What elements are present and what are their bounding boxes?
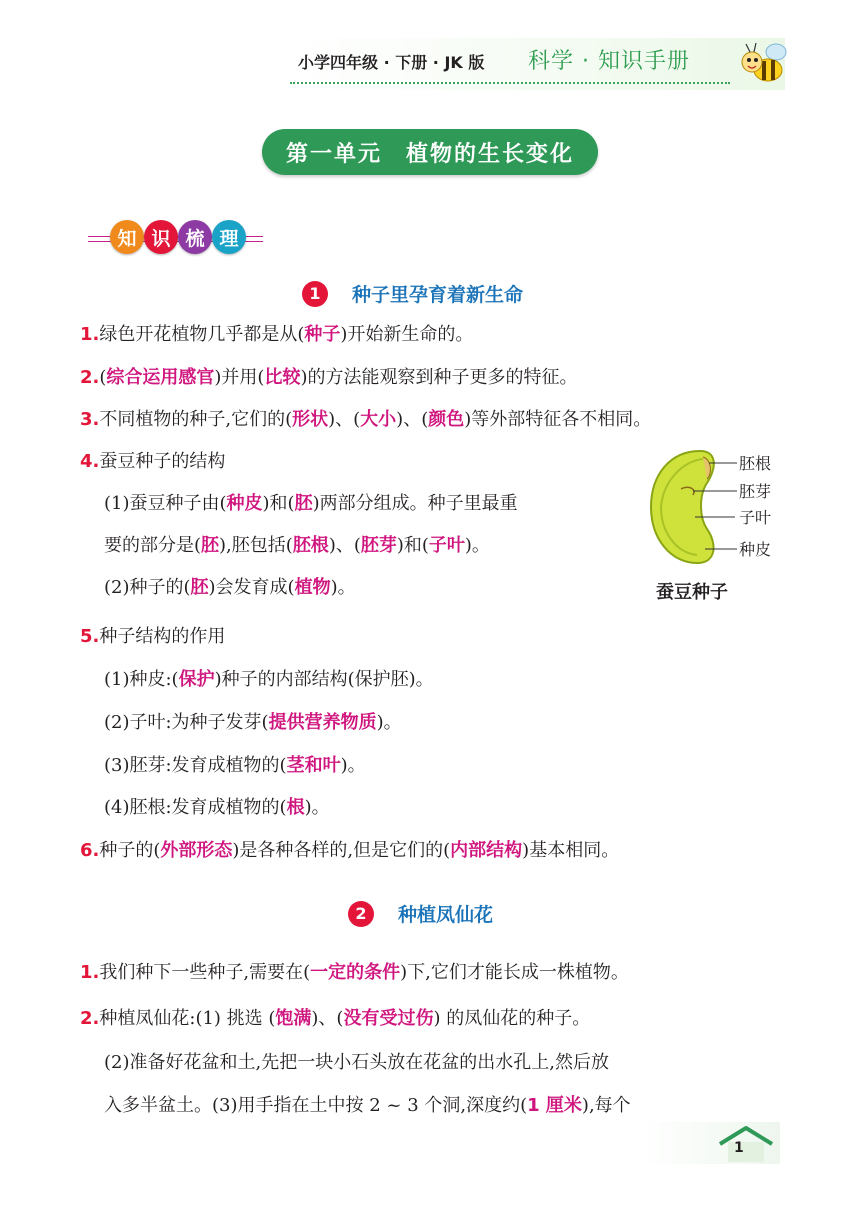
text-line — [104, 710, 402, 736]
answer-text: 植物 — [294, 577, 331, 598]
body-text: )。 — [376, 712, 402, 733]
answer-text: 保护 — [178, 669, 215, 690]
body-text: )、( — [311, 1008, 344, 1029]
body-text: 绿色开花植物几乎都是从( — [99, 324, 305, 345]
body-text: 种子结构的作用 — [99, 626, 226, 647]
broad-bean-seed-figure — [645, 445, 795, 570]
body-text: )和( — [396, 535, 429, 556]
item-number: 6. — [80, 840, 100, 861]
answer-text: 种皮 — [226, 493, 263, 514]
item-number: 2. — [80, 1008, 100, 1029]
body-text: 蚕豆种子的结构 — [99, 451, 226, 472]
body-text: 不同植物的种子,它们的( — [99, 409, 293, 430]
seed-label-radicle: 胚根 — [739, 454, 772, 473]
seed-label-cotyledon: 子叶 — [739, 508, 772, 527]
section-2-title — [348, 900, 493, 927]
unit-title: 第一单元 植物的生长变化 — [262, 129, 598, 175]
header-grade: 小学四年级 · 下册 · JK 版 — [298, 53, 485, 72]
answer-text: 颜色 — [428, 409, 465, 430]
body-text: ),胚包括( — [219, 535, 293, 556]
body-text: 我们种下一些种子,需要在( — [99, 962, 311, 983]
answer-text: 外部形态 — [160, 840, 233, 861]
text-line — [104, 753, 366, 779]
text-line — [104, 575, 356, 601]
seed-label-seed-coat: 种皮 — [739, 540, 772, 559]
text-line — [80, 322, 473, 348]
body-text: )。 — [340, 755, 366, 776]
answer-text: 一定的条件 — [310, 962, 401, 983]
section-1-title — [302, 280, 523, 307]
body-text: )会发育成( — [208, 577, 295, 598]
badge-char: 理 — [212, 220, 246, 254]
body-text: )两部分组成。种子里最重 — [312, 493, 518, 514]
answer-text: 形状 — [292, 409, 329, 430]
body-text: 入多半盆土。(3)用手指在土中按 2 ~ 3 个洞,深度约( — [104, 1095, 528, 1116]
badge-char: 梳 — [178, 220, 212, 254]
answer-text: 胚 — [190, 577, 209, 598]
body-text: (4)胚根:发育成植物的( — [104, 797, 287, 818]
answer-text: 提供营养物质 — [268, 712, 377, 733]
body-text: (1)种皮:( — [104, 669, 179, 690]
answer-text: 大小 — [360, 409, 397, 430]
body-text: (3)胚芽:发育成植物的( — [104, 755, 287, 776]
answer-text: 综合运用感官 — [106, 367, 215, 388]
section-1-number: 1 — [302, 281, 328, 307]
body-text: )。 — [330, 577, 356, 598]
item-number: 1. — [80, 962, 100, 983]
body-text: )、( — [328, 535, 361, 556]
body-text: )。 — [464, 535, 490, 556]
answer-text: 胚 — [294, 493, 313, 514]
body-text: )下,它们才能长成一株植物。 — [400, 962, 629, 983]
house-icon — [716, 1124, 776, 1164]
knowledge-badge — [88, 218, 263, 258]
body-text: (2)种子的( — [104, 577, 191, 598]
body-text: 种子的( — [99, 840, 161, 861]
text-line — [80, 407, 651, 433]
item-number: 4. — [80, 451, 100, 472]
item-number: 2. — [80, 367, 100, 388]
body-text: (2)准备好花盆和土,先把一块小石头放在花盆的出水孔上,然后放 — [104, 1052, 609, 1073]
body-text: (1)蚕豆种子由( — [104, 493, 227, 514]
section-2-number: 2 — [348, 901, 374, 927]
item-number: 3. — [80, 409, 100, 430]
answer-text: 没有受过伤 — [343, 1008, 434, 1029]
body-text: 要的部分是( — [104, 535, 202, 556]
body-text: )。 — [304, 797, 330, 818]
answer-text: 茎和叶 — [286, 755, 341, 776]
text-line — [104, 533, 490, 559]
answer-text: 根 — [286, 797, 305, 818]
body-text: )基本相同。 — [522, 840, 620, 861]
text-line — [80, 1006, 590, 1032]
item-number: 1. — [80, 324, 100, 345]
text-line — [104, 667, 434, 693]
answer-text: 种子 — [304, 324, 341, 345]
answer-text: 1 厘米 — [527, 1095, 582, 1116]
answer-text: 饱满 — [275, 1008, 312, 1029]
text-line — [104, 1050, 609, 1076]
body-text: )、( — [328, 409, 361, 430]
text-line — [80, 365, 577, 391]
section-1-title-text: 种子里孕育着新生命 — [352, 284, 524, 306]
text-line — [104, 491, 518, 517]
section-2-title-text: 种植凤仙花 — [398, 904, 494, 926]
header-divider — [290, 82, 730, 84]
answer-text: 内部结构 — [450, 840, 523, 861]
badge-char: 知 — [110, 220, 144, 254]
body-text: ) 的凤仙花的种子。 — [433, 1008, 591, 1029]
body-text: 种植凤仙花:(1) 挑选 ( — [99, 1008, 276, 1029]
text-line — [80, 960, 629, 986]
body-text: )、( — [396, 409, 429, 430]
seed-figure-caption: 蚕豆种子 — [656, 582, 728, 603]
body-text: )种子的内部结构(保护胚)。 — [214, 669, 434, 690]
text-line — [80, 624, 225, 650]
page-number: 1 — [734, 1140, 744, 1156]
answer-text: 胚根 — [292, 535, 329, 556]
header-subject: 科学 · 知识手册 — [528, 49, 690, 74]
text-line — [80, 449, 225, 475]
body-text: ( — [99, 367, 107, 388]
body-text: (2)子叶:为种子发芽( — [104, 712, 269, 733]
text-line — [80, 838, 619, 864]
body-text: )和( — [262, 493, 295, 514]
text-line — [104, 795, 330, 821]
body-text: )开始新生命的。 — [340, 324, 474, 345]
answer-text: 比较 — [264, 367, 301, 388]
bee-mascot-icon — [738, 40, 790, 88]
answer-text: 子叶 — [428, 535, 465, 556]
body-text: )的方法能观察到种子更多的特征。 — [300, 367, 578, 388]
text-line — [104, 1093, 631, 1119]
body-text: )等外部特征各不相同。 — [464, 409, 652, 430]
item-number: 5. — [80, 626, 100, 647]
seed-label-plumule: 胚芽 — [739, 482, 772, 501]
body-text: )并用( — [214, 367, 265, 388]
body-text: ),每个 — [581, 1095, 631, 1116]
badge-char: 识 — [144, 220, 178, 254]
answer-text: 胚 — [201, 535, 220, 556]
body-text: )是各种各样的,但是它们的( — [232, 840, 451, 861]
answer-text: 胚芽 — [360, 535, 397, 556]
